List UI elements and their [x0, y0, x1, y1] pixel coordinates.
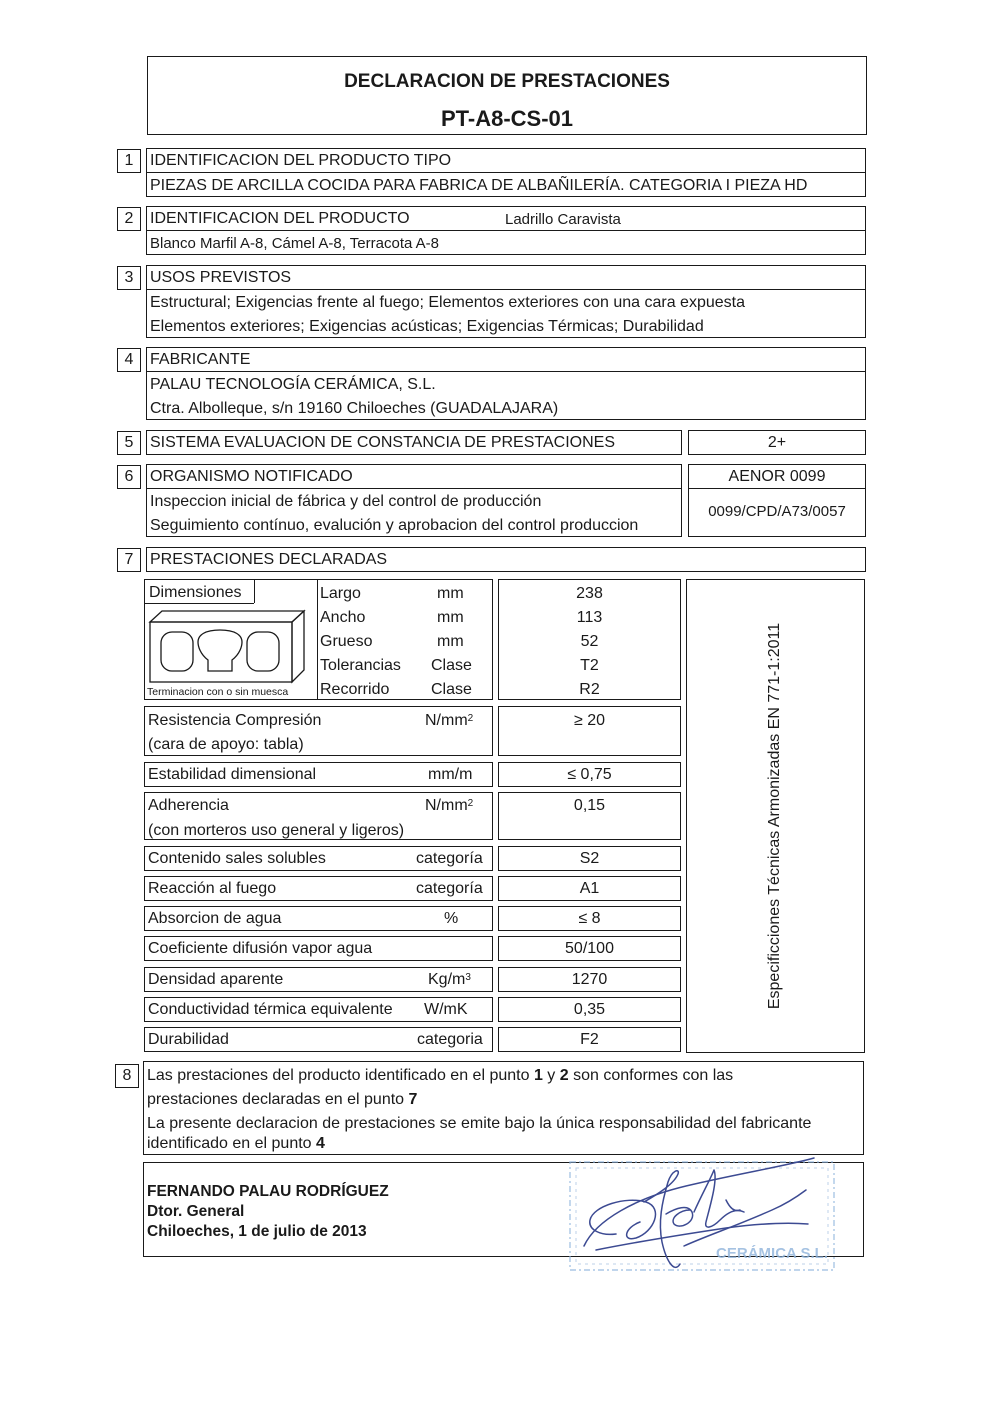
durability-value: F2	[580, 1031, 599, 1048]
vapour-name: Coeficiente difusión vapor agua	[148, 940, 373, 957]
brick-caption: Terminacion con o sin muesca	[147, 686, 289, 698]
divider	[146, 488, 682, 489]
product-name: Ladrillo Caravista	[505, 211, 621, 228]
section-number-2: 2	[117, 207, 141, 231]
section-number-3: 3	[117, 266, 141, 290]
stamp-text: CERÁMICA S.L.	[716, 1245, 828, 1262]
signer-name: FERNANDO PALAU RODRÍGUEZ	[147, 1183, 389, 1200]
responsibility-line-1: La presente declaracion de prestaciones se emite bajo la única responsabilidad del fabricante	[147, 1115, 812, 1132]
absorption-value: ≤ 8	[578, 910, 601, 927]
doc-title: DECLARACION DE PRESTACIONES	[344, 71, 670, 92]
adhesion-unit: $N/mm^2$	[425, 797, 474, 814]
divider	[146, 172, 866, 173]
manufacturer-address: Ctra. Albolleque, s/n 19160 Chiloeches (GUADALAJARA)	[150, 400, 559, 417]
durability-unit: categoria	[417, 1031, 483, 1048]
dimensions-label: Dimensiones	[149, 584, 242, 601]
dim-value-ancho: 113	[576, 609, 603, 626]
dim-name-recorrido: Recorrido	[320, 681, 390, 698]
signature-drawing	[576, 1150, 826, 1280]
section-number-1: 1	[117, 149, 141, 173]
stability-value: ≤ 0,75	[567, 766, 612, 783]
conformity-line-2: prestaciones declaradas en el punto 7	[147, 1091, 418, 1108]
divider	[146, 289, 866, 290]
dim-value-grueso: 52	[580, 633, 599, 650]
stability-unit: mm/m	[428, 766, 473, 783]
signature-place-date: Chiloeches, 1 de julio de 2013	[147, 1223, 367, 1240]
manufacturer-name: PALAU TECNOLOGÍA CERÁMICA, S.L.	[150, 376, 436, 393]
brick-icon	[148, 608, 308, 686]
salts-value: S2	[579, 850, 600, 867]
doc-code: PT-A8-CS-01	[440, 106, 574, 131]
salts-name: Contenido sales solubles	[148, 850, 326, 867]
notified-body-name: AENOR 0099	[728, 468, 826, 485]
signer-role: Dtor. General	[147, 1203, 245, 1220]
intended-uses-line-2: Elementos exteriores; Exigencias acústicas; Exigencias Térmicas; Durabilidad	[150, 318, 704, 335]
adhesion-subtitle: (con morteros uso general y ligeros)	[148, 822, 405, 839]
fire-name: Reacción al fuego	[148, 880, 277, 897]
divider	[146, 371, 866, 372]
adhesion-value: 0,15	[573, 797, 606, 814]
certificate-number: 0099/CPD/A73/0057	[708, 503, 846, 520]
vapour-value: 50/100	[565, 940, 614, 957]
product-id-label: IDENTIFICACION DEL PRODUCTO	[150, 210, 410, 227]
dim-value-recorrido: R2	[579, 681, 600, 698]
dim-value-tolerancias: T2	[580, 657, 599, 674]
compression-subtitle: (cara de apoyo: tabla)	[148, 736, 304, 753]
divider	[144, 603, 254, 604]
conductivity-name: Conductividad térmica equivalente	[148, 1001, 393, 1018]
dim-name-tolerancias: Tolerancias	[320, 657, 401, 674]
durability-name: Durabilidad	[148, 1031, 229, 1048]
dim-unit-ancho: mm	[437, 609, 464, 626]
dim-name-grueso: Grueso	[320, 633, 373, 650]
fire-unit: categoría	[416, 880, 483, 897]
fire-value: A1	[579, 880, 600, 897]
compression-unit: $N/mm^2$	[425, 712, 474, 729]
density-value: 1270	[571, 971, 608, 988]
dim-value-largo: 238	[576, 585, 603, 602]
dim-unit-grueso: mm	[437, 633, 464, 650]
density-name: Densidad aparente	[148, 971, 284, 988]
intended-uses-label: USOS PREVISTOS	[150, 269, 292, 286]
notified-body-task-1: Inspeccion inicial de fábrica y del control de producción	[150, 493, 542, 510]
divider	[688, 488, 866, 489]
evaluation-system-label: SISTEMA EVALUACION DE CONSTANCIA DE PRESTACIONES	[150, 434, 615, 451]
dim-name-ancho: Ancho	[320, 609, 366, 626]
section-number-6: 6	[117, 465, 141, 489]
stability-name: Estabilidad dimensional	[148, 766, 317, 783]
section-number-5: 5	[117, 431, 141, 455]
divider	[254, 579, 255, 603]
intended-uses-line-1: Estructural; Exigencias frente al fuego; Elementos exteriores con una cara expuesta	[150, 294, 745, 311]
section-number-8: 8	[115, 1064, 139, 1088]
absorption-unit: %	[444, 910, 459, 927]
dim-name-largo: Largo	[320, 585, 361, 602]
section-number-7: 7	[117, 548, 141, 572]
absorption-name: Absorcion de agua	[148, 910, 282, 927]
divider	[146, 230, 866, 231]
evaluation-system-value: 2+	[767, 434, 787, 451]
compression-value: ≥ 20	[573, 712, 606, 729]
dim-unit-recorrido: Clase	[431, 681, 472, 698]
conformity-line-1: Las prestaciones del producto identificado en el punto 1 y 2 son conformes con las	[147, 1067, 734, 1084]
product-variants: Blanco Marfil A-8, Cámel A-8, Terracota A-8	[150, 235, 440, 252]
conductivity-value: 0,35	[573, 1001, 606, 1018]
section-number-4: 4	[117, 348, 141, 372]
dim-unit-tolerancias: Clase	[431, 657, 472, 674]
responsibility-line-2: identificado en el punto 4	[147, 1135, 325, 1152]
conductivity-unit: W/mK	[424, 1001, 468, 1018]
harmonized-spec-label: Especificciones Técnicas Armonizadas EN 771-1:2011	[766, 622, 783, 1010]
compression-name: Resistencia Compresión	[148, 712, 322, 729]
dim-unit-largo: mm	[437, 585, 464, 602]
notified-body-label: ORGANISMO NOTIFICADO	[150, 468, 353, 485]
density-unit: $Kg/m^3$	[428, 971, 471, 988]
manufacturer-label: FABRICANTE	[150, 351, 251, 368]
declared-performance-label: PRESTACIONES DECLARADAS	[150, 551, 388, 568]
salts-unit: categoría	[416, 850, 483, 867]
product-type-value: PIEZAS DE ARCILLA COCIDA PARA FABRICA DE ALBAÑILERÍA. CATEGORIA I PIEZA HD	[150, 177, 808, 194]
notified-body-task-2: Seguimiento contínuo, evalución y aprobacion del control produccion	[150, 517, 639, 534]
adhesion-name: Adherencia	[148, 797, 229, 814]
product-type-label: IDENTIFICACION DEL PRODUCTO TIPO	[150, 152, 452, 169]
